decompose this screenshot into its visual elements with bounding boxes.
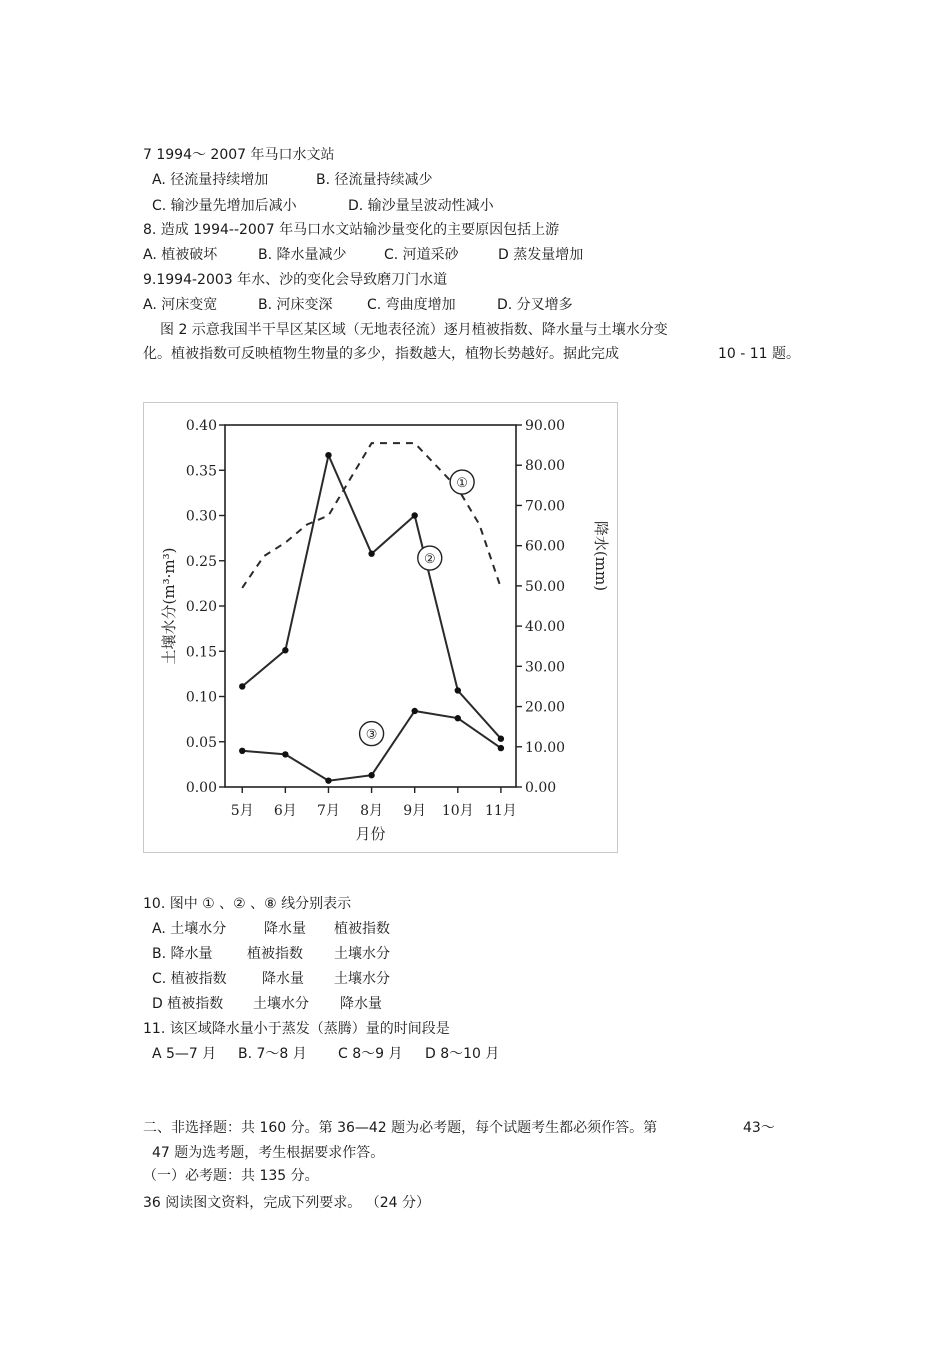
q8-option-a: A. 植被破坏 (143, 247, 218, 263)
q9-option-a: A. 河床变宽 (143, 297, 218, 313)
section2-line-2: 47 题为选考题，考生根据要求作答。 (152, 1145, 385, 1161)
chart-point-series-2 (411, 512, 417, 518)
chart-point-series-3 (282, 751, 288, 757)
chart-point-series-3 (411, 708, 417, 714)
chart-y-left-tick-label: 0.30 (185, 508, 217, 525)
q10-d-2: 土壤水分 (253, 996, 309, 1012)
q9-option-c: C. 弯曲度增加 (367, 297, 456, 313)
q10-b-1: B. 降水量 (152, 946, 213, 962)
chart-y-left-axis-title: 土壤水分(m³·m³) (160, 547, 178, 665)
q7-option-a: A. 径流量持续增加 (152, 172, 269, 188)
chart-y-left-tick-label: 0.10 (185, 689, 217, 706)
chart-x-tick-label: 11月 (484, 803, 517, 819)
chart-y-right-tick-label: 20.00 (525, 699, 566, 716)
q11-stem: 11. 该区域降水量小于蒸发（蒸腾）量的时间段是 (143, 1021, 450, 1037)
chart-x-tick-label: 8月 (360, 803, 384, 819)
q8-option-d: D 蒸发量增加 (498, 247, 584, 263)
chart-y-left-tick-label: 0.00 (185, 780, 217, 796)
chart-series-label: ① (456, 476, 468, 492)
q10-a-2: 降水量 (264, 921, 306, 937)
q9-option-b: B. 河床变深 (258, 297, 333, 313)
q10-c-2: 降水量 (262, 971, 304, 987)
chart-point-series-3 (239, 748, 245, 754)
intro-line-1: 图 2 示意我国半干旱区某区域（无地表径流）逐月植被指数、降水量与土壤水分变 (160, 322, 668, 338)
chart-point-series-2 (282, 647, 288, 653)
chart-y-right-tick-label: 50.00 (525, 578, 566, 595)
chart-y-left-tick-label: 0.35 (185, 463, 217, 480)
section2-line-4: 36 阅读图文资料，完成下列要求。 （24 分） (143, 1195, 430, 1211)
q10-stem: 10. 图中 ① 、② 、⑧ 线分别表示 (143, 896, 352, 912)
q8-option-b: B. 降水量减少 (258, 247, 347, 263)
q10-a-1: A. 土壤水分 (152, 921, 227, 937)
chart-y-right-tick-label: 30.00 (525, 659, 566, 676)
chart-point-series-2 (368, 551, 374, 557)
q7-stem: 7 1994～ 2007 年马口水文站 (143, 147, 335, 163)
chart-y-right-tick-label: 40.00 (525, 619, 566, 636)
q10-c-3: 土壤水分 (334, 971, 390, 987)
chart-svg (144, 403, 619, 854)
q11-option-c: C 8～9 月 (338, 1046, 403, 1062)
intro-line-2: 化。植被指数可反映植物生物量的多少，指数越大，植物长势越好。据此完成 (143, 346, 619, 362)
q8-option-c: C. 河道采砂 (384, 247, 459, 263)
chart-y-right-axis-title: 降水(mm) (592, 520, 610, 592)
chart-series-label: ② (423, 552, 436, 568)
chart-y-left-tick-label: 0.25 (185, 553, 217, 570)
q11-option-a: A 5—7 月 (152, 1046, 217, 1062)
chart-y-right-tick-label: 0.00 (525, 780, 557, 796)
section2-line-3: （一）必考题：共 135 分。 (143, 1168, 319, 1184)
chart-x-tick-label: 9月 (403, 803, 427, 819)
q11-option-b: B. 7～8 月 (238, 1046, 307, 1062)
chart-point-series-2 (239, 683, 245, 689)
intro-line-2-tail: 10 - 11 题。 (718, 346, 801, 362)
q10-c-1: C. 植被指数 (152, 971, 227, 987)
q10-b-3: 土壤水分 (334, 946, 390, 962)
chart-point-series-2 (498, 736, 504, 742)
chart-x-tick-label: 6月 (273, 803, 297, 819)
q7-option-d: D. 输沙量呈波动性减小 (348, 198, 494, 214)
q8-stem: 8. 造成 1994--2007 年马口水文站输沙量变化的主要原因包括上游 (143, 222, 560, 238)
chart-y-right-tick-label: 70.00 (525, 498, 566, 515)
chart-y-right-tick-label: 60.00 (525, 538, 566, 555)
chart-x-tick-label: 10月 (441, 803, 474, 819)
chart-y-right-tick-label: 90.00 (525, 418, 566, 434)
chart-series-label: ③ (365, 727, 378, 743)
chart-point-series-2 (325, 452, 331, 458)
q10-d-3: 降水量 (340, 996, 382, 1012)
q9-option-d: D. 分叉增多 (497, 297, 573, 313)
chart-y-right-tick-label: 80.00 (525, 458, 566, 475)
chart-point-series-3 (325, 777, 331, 783)
chart-point-series-3 (368, 772, 374, 778)
chart-point-series-3 (455, 715, 461, 721)
q10-b-2: 植被指数 (247, 946, 303, 962)
chart-series-line-2 (242, 455, 501, 739)
figure-2-chart (143, 402, 618, 853)
q10-a-3: 植被指数 (334, 921, 390, 937)
chart-y-right-tick-label: 10.00 (525, 739, 566, 756)
q7-option-b: B. 径流量持续减少 (316, 172, 433, 188)
section2-line-1: 二、非选择题：共 160 分。第 36—42 题为必考题，每个试题考生都必须作答。第 (143, 1120, 658, 1136)
chart-point-series-2 (455, 687, 461, 693)
q7-option-c: C. 输沙量先增加后减小 (152, 198, 297, 214)
chart-y-left-tick-label: 0.15 (185, 644, 217, 661)
chart-x-tick-label: 7月 (317, 803, 340, 819)
chart-y-left-tick-label: 0.20 (185, 599, 217, 615)
q11-option-d: D 8～10 月 (425, 1046, 500, 1062)
chart-y-left-tick-label: 0.40 (185, 418, 217, 434)
chart-point-series-3 (498, 745, 504, 751)
section2-line-1-tail: 43～ (743, 1120, 775, 1136)
chart-series-line-1 (242, 443, 501, 588)
q10-d-1: D 植被指数 (152, 996, 224, 1012)
chart-y-left-tick-label: 0.05 (185, 734, 217, 751)
q9-stem: 9.1994-2003 年水、沙的变化会导致磨刀门水道 (143, 272, 448, 288)
chart-x-tick-label: 5月 (230, 803, 254, 819)
chart-x-axis-title: 月份 (355, 825, 386, 843)
